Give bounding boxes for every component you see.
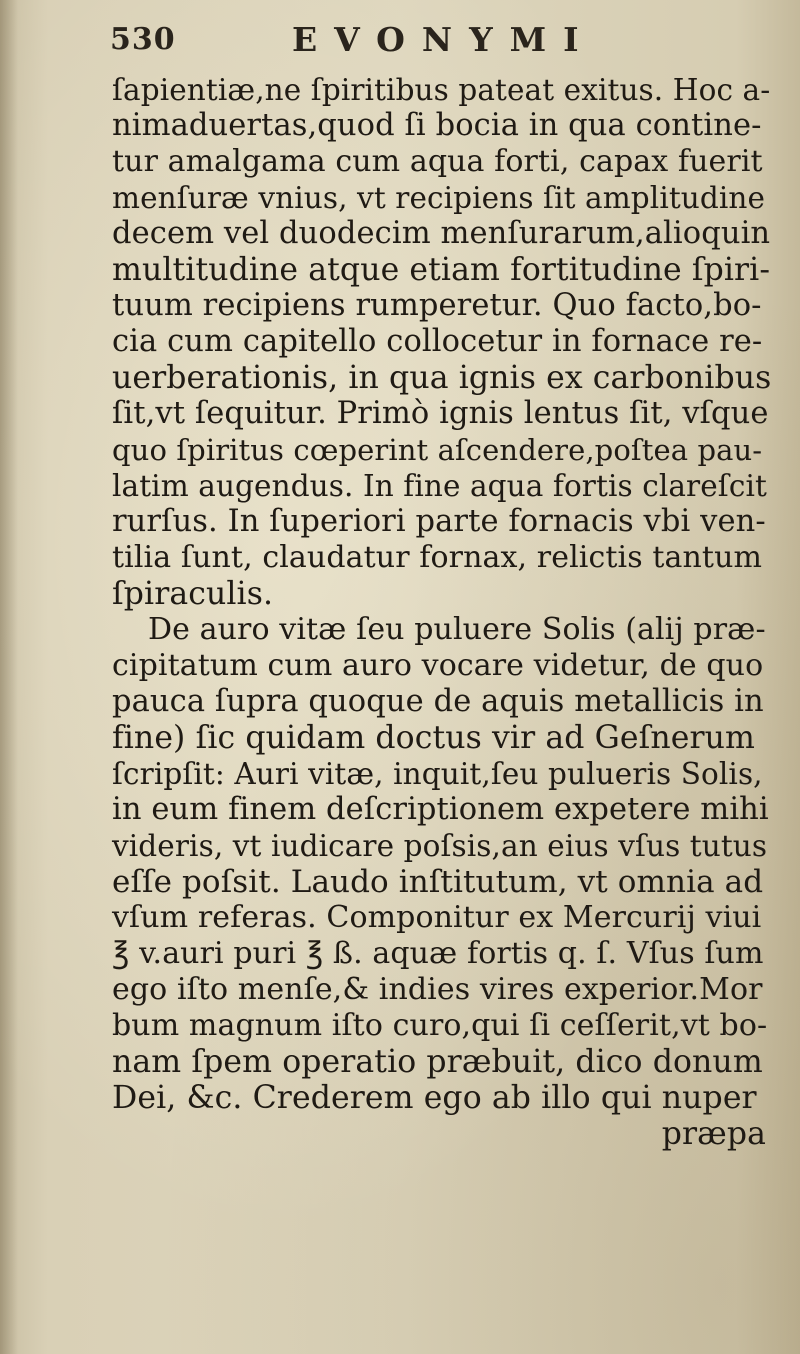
- catchword: præpa: [661, 1116, 766, 1152]
- text-line: tilia ſunt, claudatur fornax, relictis tantum: [112, 540, 763, 575]
- text-line: eſſe poſsit. Laudo inſtitutum, vt omnia ad: [112, 864, 764, 900]
- text-line: tur amalgama cum aqua forti, capax fuerit: [112, 144, 763, 179]
- text-line: nam ſpem operatio præbuit, dico donum: [112, 1044, 763, 1080]
- text-line: ſcripſit: Auri vitæ, inquit,ſeu pulueris Solis,: [112, 757, 763, 791]
- text-line: menſuræ vnius, vt recipiens ſit amplitudine: [112, 181, 766, 215]
- text-line: vſum referas. Componitur ex Mercurij viui: [112, 900, 762, 935]
- page-header: [110, 18, 770, 60]
- text-line: videris, vt iudicare poſsis,an eius vſus tutus: [112, 829, 768, 863]
- text-line: ſapientiæ,ne ſpiritibus pateat exitus. Hoc a-: [112, 73, 771, 107]
- text-line: pauca ſupra quoque de aquis metallicis in: [112, 684, 764, 719]
- page-number: 530: [110, 22, 176, 57]
- text-line: ſpiraculis.: [112, 576, 274, 612]
- text-line: quo ſpiritus cœperint aſcendere,poſtea pau-: [112, 433, 763, 467]
- gutter-shadow: [0, 0, 18, 1354]
- text-line: fine) ſic quidam doctus vir ad Geſnerum: [112, 720, 756, 756]
- text-line: Dei, &c. Crederem ego ab illo qui nuper: [112, 1080, 757, 1116]
- body-text: [112, 72, 772, 1152]
- text-line: in eum finem deſcriptionem expetere mihi: [112, 792, 769, 827]
- text-line: bum magnum iſto curo,qui ſi ceſſerit,vt bo-: [112, 1008, 768, 1043]
- text-line: multitudine atque etiam fortitudine ſpiri-: [112, 252, 771, 288]
- running-head: EVONYMI: [292, 20, 596, 59]
- text-line: cia cum capitello collocetur in fornace re-: [112, 324, 763, 359]
- text-line: uerberationis, in qua ignis ex carbonibus: [112, 360, 772, 396]
- text-line: tuum recipiens rumperetur. Quo facto,bo-: [112, 288, 762, 323]
- paragraph-first-line: De auro vitæ ſeu puluere Solis (alij præ-: [148, 612, 766, 647]
- text-line: rurſus. In ſuperiori parte fornacis vbi ven-: [112, 504, 766, 539]
- text-line: decem vel duodecim menſurarum,alioquin: [112, 216, 771, 251]
- text-line: ſit,vt ſequitur. Primò ignis lentus ſit, vſque: [112, 396, 769, 431]
- text-line: ℥ v.auri puri ℥ ß. aquæ fortis q. ſ. Vſus ſum: [112, 936, 764, 971]
- text-line: ego iſto menſe,& indies vires experior.Mor: [112, 972, 763, 1007]
- text-line: nimaduertas,quod ſi bocia in qua contine-: [112, 108, 762, 143]
- text-line: latim augendus. In fine aqua fortis clareſcit: [112, 469, 767, 503]
- text-line: cipitatum cum auro vocare videtur, de quo: [112, 648, 764, 683]
